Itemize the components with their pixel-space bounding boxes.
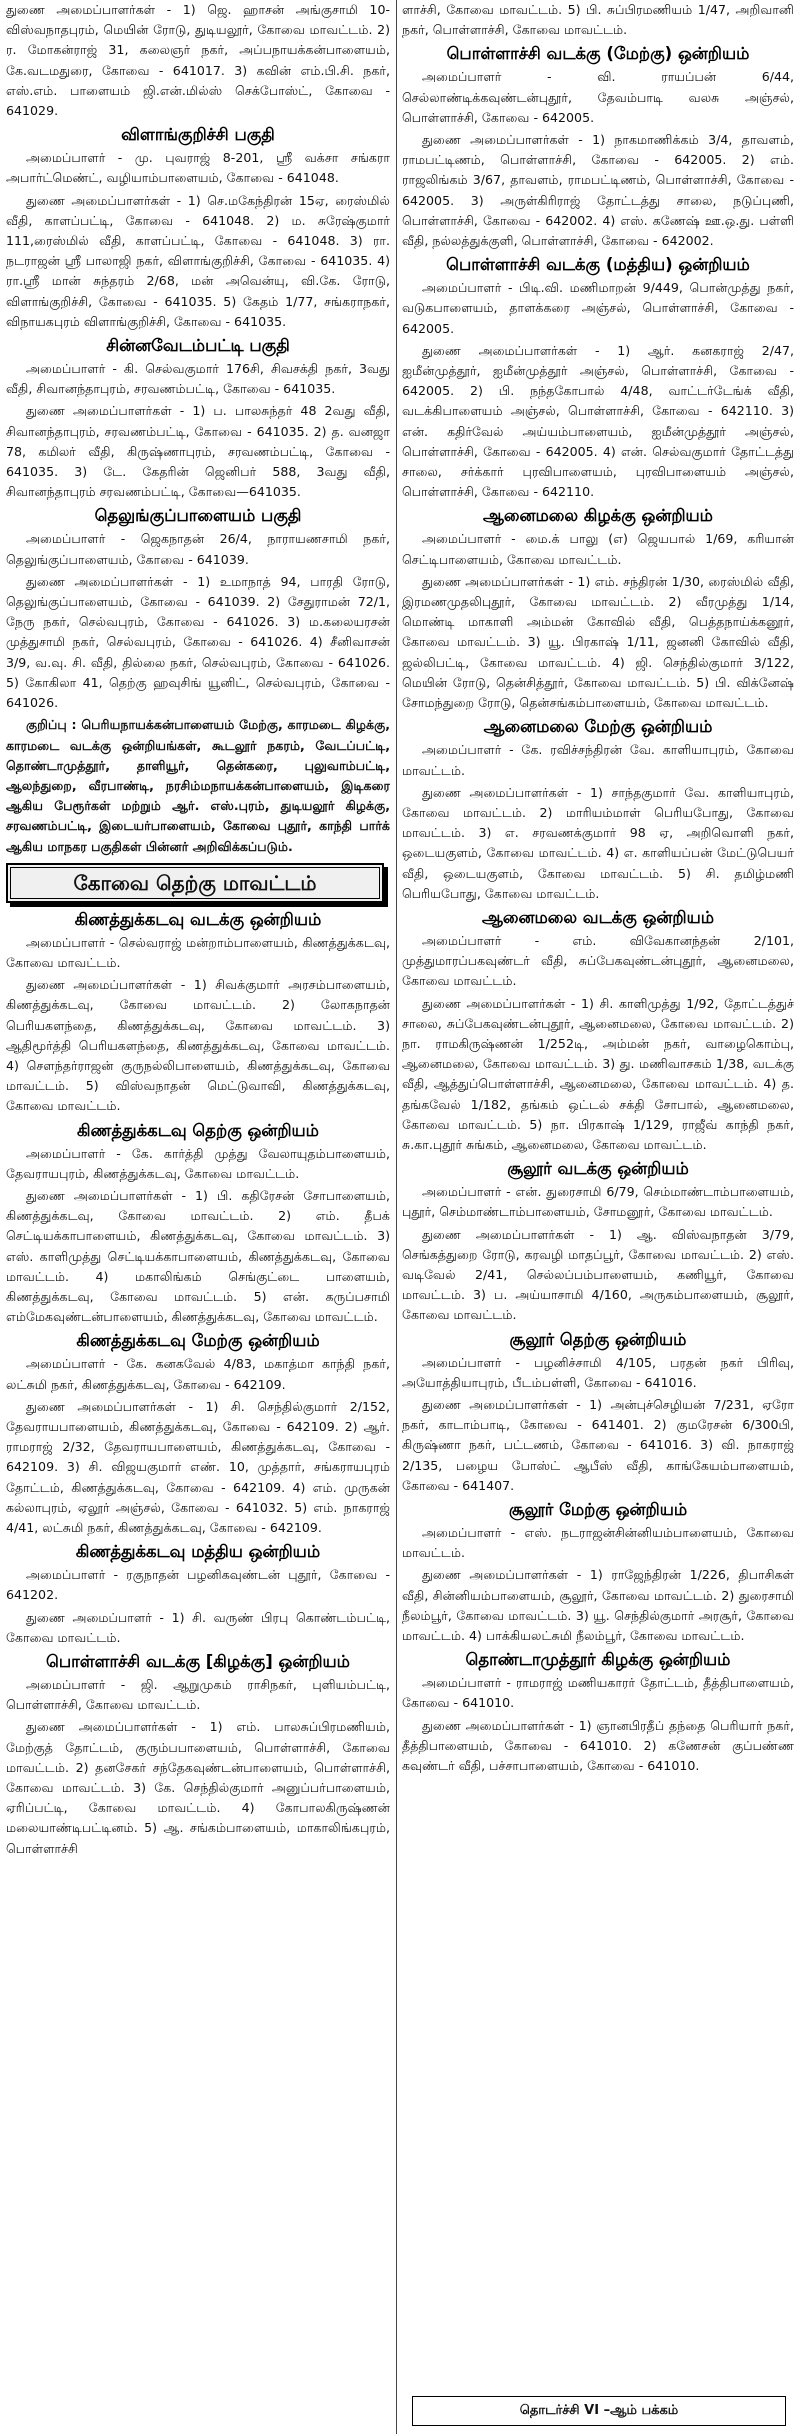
section-heading: கிணத்துக்கடவு மத்திய ஒன்றியம் bbox=[75, 1542, 321, 1562]
listing-paragraph: துணை அமைப்பாளர்கள் - 1) அன்புச்செழியன் 7/231, ஏரோ நகர், காடாம்பாடி, கோவை - 641401. 2) குமரேசன் 6/300பி, கிருஷ்ணா நகர், பட்டணம், கோவை - 641016. 3) வி. நாகராஜ் 2/135, பழைய போஸ்ட் ஆபீஸ் வீதி, காங்கேயம்பாளையம், கோவை - 641407. bbox=[402, 1396, 794, 1493]
column-divider bbox=[396, 0, 397, 2434]
listing-paragraph: துணை அமைப்பாளர்கள் - 1) ஜெ. ஹாசன் அங்குசாமி 10-விஸ்வநாதபுரம், மெயின் ரோடு, துடியலூர், கோவை மாவட்டம். 2) ர. மோகன்ராஜ் 31, கலைஞர் நகர், அப்பநாயக்கன்பாளையம், கே.வடமதுரை, கோவை - 641017. 3) கவின் எம்.பி.சி. நகர், எஸ்.எம். பாளையம் ஜி.என்.மில்ஸ் செக்போஸ்ட், கோவை - 641029. bbox=[6, 2, 390, 119]
listing-paragraph: துணை அமைப்பாளர்கள் - 1) ஆ. விஸ்வநாதன் 3/79, செங்கத்துறை ரோடு, கரவழி மாதப்பூர், கோவை மாவட்டம். 2) எஸ். வடிவேல் 2/41, செல்லப்பம்பாளையம், கணியூர், கோவை மாவட்டம். 3) ப. அய்யாசாமி 4/160, அருகம்பாளையம், சூலூர், கோவை மாவட்டம். bbox=[402, 1226, 794, 1323]
listing-paragraph: ளாச்சி, கோவை மாவட்டம். 5) பி. சுப்பிரமணியம் 1/47, அறிவானி நகர், பொள்ளாச்சி, கோவை மாவட்டம். bbox=[402, 2, 794, 38]
listing-paragraph: துணை அமைப்பாளர்கள் - 1) ஆர். கனகராஜ் 2/47, ஐமீன்முத்தூர், ஐமீன்முத்தூர் அஞ்சல், பொள்ளாச்சி, கோவை - 642005. 2) பி. நந்தகோபால் 4/48, வாட்டர்டேங்க் வீதி, வடக்கிபாளையம் அஞ்சல், பொள்ளாச்சி, கோவை - 642110. 3) என். கதிர்வேல் அய்யம்பாளையம், ஐமீன்முத்தூர் அஞ்சல், பொள்ளாச்சி, கோவை - 642005. 4) என். செல்வகுமார் தோட்டத்து சாலை, சர்க்கார் புரவிபாளையம், புரவிபாளையம் அஞ்சல், பொள்ளாச்சி, கோவை - 642110. bbox=[402, 342, 794, 500]
section-heading: கிணத்துக்கடவு மேற்கு ஒன்றியம் bbox=[76, 1331, 320, 1351]
listing-paragraph: அமைப்பாளர் - மு. புவராஜ் 8-201, ஸ்ரீ வக்சா சங்கரா அபார்ட்மெண்ட், வழியாம்பாளையம், கோவை - 641048. bbox=[6, 150, 390, 186]
continued-notice: தொடர்ச்சி VI –ஆம் பக்கம் bbox=[412, 2396, 786, 2426]
listing-paragraph: துணை அமைப்பாளர்கள் - 1) ப. பாலசுந்தர் 48 2வது வீதி, சிவானந்தாபுரம், சரவணம்பட்டி, கோவை - 641035. 2) த. வனஜா 78, கமிலர் வீதி, கிருஷ்ணாபுரம், சரவணம்பட்டி, கோவை - 641035. 3) டே. கேதரின் ஜெனிபர் 588, 3வது வீதி, சிவானந்தாபுரம் சரவணம்பட்டி, கோவை—641035. bbox=[6, 403, 390, 500]
listing-paragraph: அமைப்பாளர் - பழனிச்சாமி 4/105, பரதன் நகர் பிரிவு, அயோத்தியாபுரம், பீடம்பள்ளி, கோவை - 641016. bbox=[402, 1354, 794, 1390]
district-banner bbox=[6, 863, 384, 903]
section-heading: ஆனைமலை மேற்கு ஒன்றியம் bbox=[483, 717, 713, 737]
listing-paragraph: துணை அமைப்பாளர்கள் - 1) எம். பாலசுப்பிரமணியம், மேற்குத் தோட்டம், குரும்பபாளையம், பொள்ளாச்சி, கோவை மாவட்டம். 2) தனசேகர் சந்தேகவுண்டன்பாளையம், பொள்ளாச்சி, கோவை மாவட்டம். 3) கே. செந்தில்குமார் அனுப்பர்பாளையம், ஏரிப்பட்டி, கோவை மாவட்டம். 4) கோபாலகிருஷ்ணன் மலையாண்டிபட்டினம். 5) ஆ. சங்கம்பாளையம், மாகாலிங்கபுரம், பொள்ளாச்சி bbox=[6, 1719, 390, 1856]
section-heading: தொண்டாமுத்தூர் கிழக்கு ஒன்றியம் bbox=[465, 1650, 731, 1670]
section-heading: பொள்ளாச்சி வடக்கு (மேற்கு) ஒன்றியம் bbox=[446, 44, 750, 64]
listing-paragraph: துணை அமைப்பாளர்கள் - 1) செ.மகேந்திரன் 15ஏ, ரைஸ்மில் வீதி, காளப்பட்டி, கோவை - 641048. 2) ம. சுரேஷ்குமார் 111,ரைஸ்மில் வீதி, காளப்பட்டி, கோவை - 641048. 3) ரா. நடராஜன் ஸ்ரீ பாலாஜி நகர், விளாங்குறிச்சி, கோவை - 641035. 4) ரா.ஸ்ரீ மான் சுந்தரம் 2/68, மன் அவென்யு, வி.கே. ரோடு, விளாங்குறிச்சி, கோவை - 641035. 5) கேதம் 1/77, சங்கராநகர், விநாயகபுரம் விளாங்குறிச்சி, கோவை - 641035. bbox=[6, 192, 390, 329]
listing-paragraph: துணை அமைப்பாளர் - 1) சி. வருண் பிரபு கொண்டம்பட்டி, கோவை மாவட்டம். bbox=[6, 1609, 390, 1645]
listing-paragraph: அமைப்பாளர் - பிடி.வி. மணிமாறன் 9/449, பொன்முத்து நகர், வடுகபாளையம், தாளக்கரை அஞ்சல், பொள்ளாச்சி, கோவை - 642005. bbox=[402, 280, 794, 336]
left-column bbox=[6, 0, 390, 2434]
listing-paragraph: துணை அமைப்பாளர்கள் - 1) உமாநாத் 94, பாரதி ரோடு, தெலுங்குப்பாளையம், கோவை - 641039. 2) சேதுராமன் 72/1, நேரு நகர், செல்வபுரம், கோவை - 641026. 3) ம.கலையரசன் முத்துசாமி நகர், செல்வபுரம், கோவை - 641026. 4) சீனிவாசன் 3/9, வ.வு. சி. வீதி, தில்லை நகர், செல்வபுரம், கோவை - 641026. 5) கோகிலா 41, தெற்கு ஹவுசிங் யூனிட், செல்வபுரம், கோவை - 641026. bbox=[6, 573, 390, 711]
listing-paragraph: துணை அமைப்பாளர்கள் - 1) சாந்தகுமார் வே. காளியாபுரம், கோவை மாவட்டம். 2) மாரியம்மாள் பெரியபோது, கோவை மாவட்டம். 3) எ. சரவணக்குமார் 98 ஏ, அறிவொளி நகர், ஒடையகுளம், கோவை மாவட்டம். 4) எ. காளியப்பன் மேட்டுபெயர் வீதி, ஒடையகுளம், கோவை மாவட்டம். 5) சி. தமிழ்மணி பெரியபோது, கோவை மாவட்டம். bbox=[402, 784, 794, 901]
section-heading: கிணத்துக்கடவு வடக்கு ஒன்றியம் bbox=[74, 909, 322, 929]
section-heading: கிணத்துக்கடவு தெற்கு ஒன்றியம் bbox=[77, 1120, 319, 1140]
listing-paragraph: துணை அமைப்பாளர்கள் - 1) எம். சந்திரன் 1/30, ரைஸ்மில் வீதி, இரமணமுதலிபுதூர், கோவை மாவட்டம். 2) வீரமுத்து 1/14, மொண்டி மாகாளி அம்மன் கோவில் வீதி, பெத்தநாய்க்கனூர், கோவை மாவட்டம். 3) யூ. பிரகாஷ் 1/11, ஜனனி கோவில் வீதி, ஜல்லிபட்டி, கோவை மாவட்டம். 4) ஜி. செந்தில்குமார் 3/122, மெயின் ரோடு, தென்சித்தூர், கோவை மாவட்டம். 5) பி. விக்னேஷ் சோமந்துறை ரோடு, தென்சங்கம்பாளையம், கோவை மாவட்டம். bbox=[402, 573, 794, 711]
listing-paragraph: துணை அமைப்பாளர்கள் - 1) பி. கதிரேசன் சோபாளையம், கிணத்துக்கடவு, கோவை மாவட்டம். 2) எம். தீபக் செட்டியக்காபாளையம், கிணத்துக்கடவு, கோவை மாவட்டம். 3) எஸ். காளிமுத்து செட்டியக்காபாளையம், கிணத்துக்கடவு, கோவை மாவட்டம். 4) மகாலிங்கம் செங்குட்டை பாளையம், கிணத்துக்கடவு, கோவை மாவட்டம். 5) என். கருப்பசாமி எம்மேகவுண்டன்பாளையம், கிணத்துக்கடவு, கோவை மாவட்டம். bbox=[6, 1187, 390, 1325]
section-heading: தெலுங்குப்பாளையம் பகுதி bbox=[94, 506, 302, 526]
section-heading: ஆனைமலை கிழக்கு ஒன்றியம் bbox=[483, 506, 713, 526]
section-heading: விளாங்குறிச்சி பகுதி bbox=[121, 125, 275, 145]
section-heading: ஆனைமலை வடக்கு ஒன்றியம் bbox=[481, 907, 715, 927]
listing-paragraph: துணை அமைப்பாளர்கள் - 1) ஞானபிரதீப் தந்தை பெரியார் நகர், தீத்திபாளையம், கோவை - 641010. 2) கணேசன் குப்பண்ண கவுண்டர் வீதி, பச்சாபாளையம், கோவை - 641010. bbox=[402, 1717, 794, 1774]
section-heading: சூலூர் மேற்கு ஒன்றியம் bbox=[508, 1500, 688, 1519]
section-heading: பொள்ளாச்சி வடக்கு (மத்திய) ஒன்றியம் bbox=[446, 255, 750, 275]
listing-paragraph: அமைப்பாளர் - என். துரைசாமி 6/79, செம்மாண்டாம்பாளையம், புதூர், செம்மாண்டாம்பாளையம், சோமனூர், கோவை மாவட்டம். bbox=[402, 1184, 794, 1220]
listing-paragraph: அமைப்பாளர் - எஸ். நடராஜன்சின்னியம்பாளையம், கோவை மாவட்டம். bbox=[402, 1525, 794, 1561]
listing-paragraph: அமைப்பாளர் - மை.க் பாலு (எ) ஜெயபால் 1/69, கரியான் செட்டிபாளையம், கோவை மாவட்டம். bbox=[402, 531, 794, 567]
listing-paragraph: அமைப்பாளர் - செல்வராஜ் மன்றாம்பாளையம், கிணத்துக்கடவு, கோவை மாவட்டம். bbox=[6, 934, 390, 970]
listing-paragraph: அமைப்பாளர் - வி. ராயப்பன் 6/44, செல்லாண்டிக்கவுண்டன்புதூர், தேவம்பாடி வலசு அஞ்சல், பொள்ளாச்சி, கோவை - 642005. bbox=[402, 69, 794, 125]
listing-paragraph: துணை அமைப்பாளர்கள் - 1) சி. காளிமுத்து 1/92, தோட்டத்துச் சாலை, சுப்பேகவுண்டன்புதூர், ஆனைமலை, கோவை மாவட்டம். 2) நா. ராமகிருஷ்ணன் 1/252டி, அம்மன் நகர், வாழைகொம்பு, ஆனைமலை, கோவை மாவட்டம். 3) து. மணிவாசகம் 1/38, வடக்கு வீதி, ஆத்துப்பொள்ளாச்சி, ஆனைமலை, கோவை மாவட்டம். 4) த. தங்கவேல் 1/182, தங்கம் ஒட்டல் சக்தி சோபால், ஆனைமலை, கோவை மாவட்டம். 5) நா. பிரகாஷ் 1/129, ராஜீவ் காந்தி நகர், சு.கா.புதூர் சுங்கம், ஆனைமலை, கோவை மாவட்டம். bbox=[402, 995, 794, 1152]
district-title: கோவை தெற்கு மாவட்டம் bbox=[10, 867, 380, 899]
section-heading: பொள்ளாச்சி வடக்கு [கிழக்கு] ஒன்றியம் bbox=[46, 1652, 350, 1672]
listing-paragraph: அமைப்பாளர் - ரகுநாதன் பழனிகவுண்டன் புதூர், கோவை - 641202. bbox=[6, 1567, 390, 1603]
listing-paragraph: துணை அமைப்பாளர்கள் - 1) ராஜேந்திரன் 1/226, திபாசிகள் வீதி, சின்னியம்பாளையம், சூலூர், கோவை மாவட்டம். 2) துரைசாமி நீலம்பூர், கோவை மாவட்டம். 3) யூ. செந்தில்குமார் அரசூர், கோவை மாவட்டம். 4) பாக்கியலட்சுமி நீலம்பூர், கோவை மாவட்டம். bbox=[402, 1567, 794, 1644]
listing-paragraph: துணை அமைப்பாளர்கள் - 1) நாகமாணிக்கம் 3/4, தாவளம், ராமபட்டிணம், பொள்ளாச்சி, கோவை - 642005. 2) எம். ராஜலிங்கம் 3/67, தாவளம், ராமபட்டிணம், பொள்ளாச்சி, கோவை - 642005. 3) அருள்கிரிராஜ் தோட்டத்து சாலை, நடுப்புணி, பொள்ளாச்சி, கோவை - 642002. 4) எஸ். கணேஷ் ஊ.ஒ.து. பள்ளி வீதி, நல்லத்துக்குளி, பொள்ளாச்சி, கோவை - 642002. bbox=[402, 132, 794, 249]
listing-paragraph: துணை அமைப்பாளர்கள் - 1) சி. செந்தில்குமார் 2/152, தேவராயபாளையம், கிணத்துக்கடவு, கோவை - 642109. 2) ஆர். ராமராஜ் 2/32, தேவராயபாளையம், கிணத்துக்கடவு, கோவை - 642109. 3) சி. விஜயகுமார் எண். 10, முத்தார், சங்கராயபுரம் தோட்டம், கிணத்துக்கடவு, கோவை - 642109. 4) எம். முருகன் கல்லாபுரம், ஏலூர் அஞ்சல், கோவை - 641032. 5) எம். நாகராஜ் 4/41, லட்சுமி நகர், கிணத்துக்கடவு, கோவை - 642109. bbox=[6, 1398, 390, 1535]
section-heading: சூலூர் தெற்கு ஒன்றியம் bbox=[509, 1329, 687, 1349]
section-heading: சின்னவேடம்பட்டி பகுதி bbox=[106, 336, 290, 356]
listing-paragraph: அமைப்பாளர் - எம். விவேகானந்தன் 2/101, முத்துமாரப்பகவுண்டர் வீதி, சுப்பேகவுண்டன்புதூர், ஆனைமலை, கோவை மாவட்டம். bbox=[402, 932, 794, 989]
listing-paragraph: அமைப்பாளர் - கே. கார்த்தி முத்து வேலாயுதம்பாளையம், தேவராயபுரம், கிணத்துக்கடவு, கோவை மாவட்டம். bbox=[6, 1145, 390, 1181]
right-column bbox=[402, 0, 794, 2434]
listing-paragraph: அமைப்பாளர் - கே. கனகவேல் 4/83, மகாத்மா காந்தி நகர், லட்சுமி நகர், கிணத்துக்கடவு, கோவை - 642109. bbox=[6, 1356, 390, 1392]
section-heading: சூலூர் வடக்கு ஒன்றியம் bbox=[507, 1159, 689, 1179]
note-paragraph: குறிப்பு : பெரியநாயக்கன்பாளையம் மேற்கு, காரமடை கிழக்கு, காரமடை வடக்கு ஒன்றியங்கள், கூடலூர் நகரம், வேடப்பட்டி, தொண்டாமுத்தூர், தாளியூர், தென்கரை, புலுவாம்பட்டி, ஆலந்துறை, வீரபாண்டி, நரசிம்மநாயக்கன்பாளையம், இடிகரை ஆகிய பேரூர்கள் மற்றும் ஆர். எஸ்.புரம், துடியலூர் கிழக்கு, சரவணம்பட்டி, இடையர்பாளையம், கோவை புதூர், காந்தி பார்க் ஆகிய மாநகர பகுதிகள் பின்னர் அறிவிக்கப்படும். bbox=[6, 717, 390, 854]
listing-paragraph: அமைப்பாளர் - ஜெகநாதன் 26/4, நாராயணசாமி நகர், தெலுங்குப்பாளையம், கோவை - 641039. bbox=[6, 531, 390, 567]
listing-paragraph: துணை அமைப்பாளர்கள் - 1) சிவக்குமார் அரசம்பாளையம், கிணத்துக்கடவு, கோவை மாவட்டம். 2) லோகநாதன் பெரியகளந்தை, கிணத்துக்கடவு, கோவை மாவட்டம். 3) ஆதிமூர்த்தி பெரியகளந்தை, கிணத்துக்கடவு, கோவை மாவட்டம். 4) சௌந்தர்ராஜன் குருநல்லிபாளையம், கிணத்துக்கடவு, கோவை மாவட்டம். 5) விஸ்வநாதன் மெட்டுவாவி, கிணத்துக்கடவு, கோவை மாவட்டம். bbox=[6, 977, 390, 1114]
listing-paragraph: அமைப்பாளர் - கே. ரவிச்சந்திரன் வே. காளியாபுரம், கோவை மாவட்டம். bbox=[402, 742, 794, 778]
listing-paragraph: அமைப்பாளர் - கி. செல்வகுமார் 176சி, சிவசக்தி நகர், 3வது வீதி, சிவானந்தாபுரம், சரவணம்பட்டி, கோவை - 641035. bbox=[6, 361, 390, 397]
listing-paragraph: அமைப்பாளர் - ராமராஜ் மணியகாரர் தோட்டம், தீத்திபாளையம், கோவை - 641010. bbox=[402, 1675, 794, 1711]
listing-paragraph: அமைப்பாளர் - ஜி. ஆறுமுகம் ராசிநகர், புளியம்பட்டி, பொள்ளாச்சி, கோவை மாவட்டம். bbox=[6, 1677, 390, 1713]
